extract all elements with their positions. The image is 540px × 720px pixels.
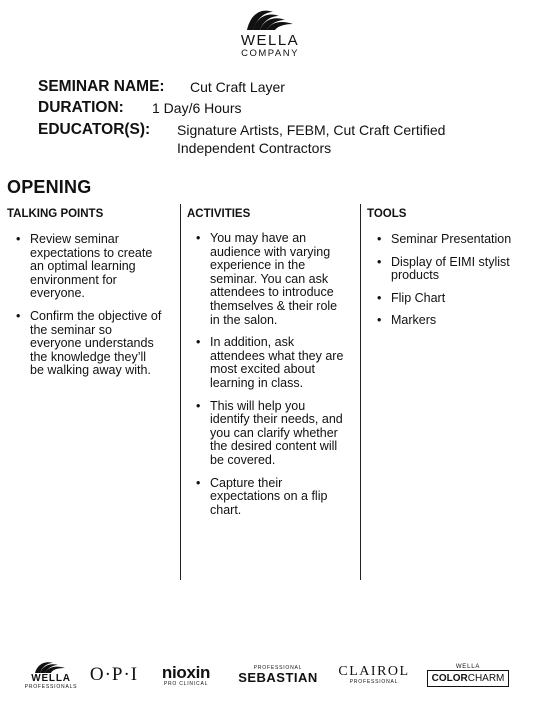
nioxin-logo	[152, 655, 220, 695]
duration-label: DURATION:	[38, 99, 124, 116]
wella-word: WELLA	[31, 673, 71, 684]
sebastian-top: PROFESSIONAL	[253, 665, 303, 671]
colorcharm-word-b: CHARM	[467, 672, 505, 684]
nioxin-sub: PRO CLINICAL	[163, 680, 209, 687]
list-item: • This will help you identify their needs, and you can clarify whether the desired content will be covered.	[192, 400, 347, 468]
sebastian-word: SEBASTIAN	[238, 670, 318, 685]
talking-points-header: TALKING POINTS	[7, 208, 104, 220]
activities-list	[192, 232, 347, 526]
list-item: • Seminar Presentation	[373, 233, 533, 247]
opi-logo	[84, 655, 144, 695]
logo-wordmark: WELLA	[240, 32, 300, 49]
column-divider	[360, 204, 361, 580]
duration-value: 1 Day/6 Hours	[152, 100, 242, 116]
logo-subtitle: COMPANY	[241, 48, 299, 59]
tools-list	[373, 233, 533, 337]
wella-wave-icon	[239, 6, 301, 32]
seminar-name-value: Cut Craft Layer	[190, 79, 285, 95]
seminar-name-label: SEMINAR NAME:	[38, 78, 165, 95]
colorcharm-word-a: COLOR	[431, 672, 468, 684]
colorcharm-box	[427, 670, 510, 687]
nioxin-word: nioxin	[161, 662, 211, 682]
clairol-word: CLAIROL	[338, 664, 410, 679]
tools-header: TOOLS	[367, 208, 407, 220]
list-item: • Review seminar expectations to create an optimal learning environment for everyone.	[12, 233, 162, 301]
list-item: • Display of EIMI stylist products	[373, 256, 533, 283]
clairol-sub: PROFESSIONAL	[349, 679, 399, 685]
list-item: • Confirm the objective of the seminar so everyone understands the knowledge they’ll be walking away with.	[12, 310, 162, 378]
section-title: OPENING	[7, 177, 92, 197]
brand-logo-footer	[0, 655, 540, 700]
educator-label: EDUCATOR(S):	[38, 121, 151, 138]
talking-points-list	[12, 233, 162, 387]
list-item: • Flip Chart	[373, 292, 533, 306]
list-item: • In addition, ask attendees what they are most excited about learning in class.	[192, 336, 347, 390]
wella-sub: PROFESSIONALS	[24, 684, 78, 690]
list-item: • Capture their expectations on a flip chart.	[192, 477, 347, 518]
clairol-logo	[335, 655, 413, 695]
colorcharm-logo	[424, 655, 512, 695]
list-item: • You may have an audience with varying experience in the seminar. You can ask attendees to introduce themselves & their role in the salon.	[192, 232, 347, 327]
sebastian-logo	[230, 655, 326, 695]
list-item: • Markers	[373, 314, 533, 328]
wella-company-logo	[0, 6, 540, 59]
activities-header: ACTIVITIES	[187, 208, 251, 220]
column-divider	[180, 204, 181, 580]
educator-value-line1: Signature Artists, FEBM, Cut Craft Certified	[177, 122, 446, 138]
wella-professionals-logo	[26, 655, 76, 695]
wella-wave-icon	[31, 660, 71, 674]
opi-word: O·P·I	[89, 664, 139, 685]
educator-value-line2: Independent Contractors	[177, 140, 332, 156]
colorcharm-top: WELLA	[455, 663, 481, 670]
